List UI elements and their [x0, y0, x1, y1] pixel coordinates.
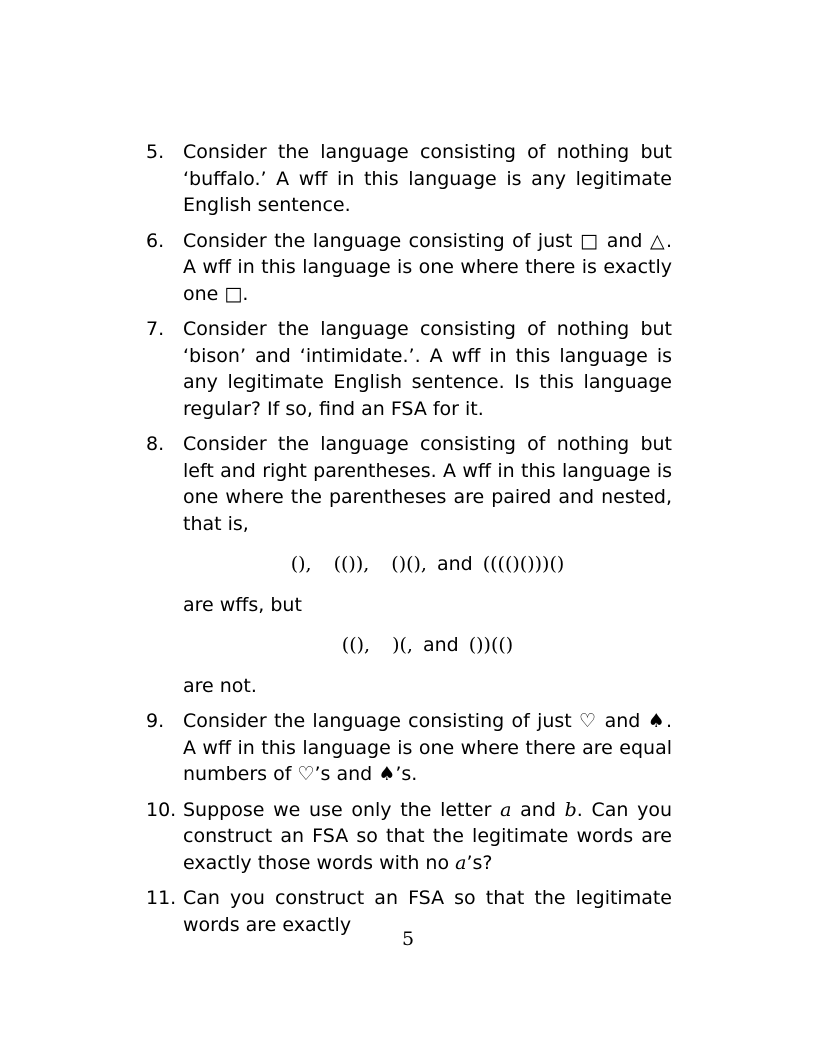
problem-text-segment: and [511, 798, 565, 821]
problem-number: 11. [146, 887, 177, 909]
problem-number: 5. [146, 141, 165, 163]
heart-icon: ♡ [297, 763, 315, 785]
wff-example: ()(), [391, 553, 427, 575]
problem-text: Can you construct an FSA so that the legitimate words are exactly [183, 887, 672, 936]
heart-icon: ♡ [579, 710, 598, 732]
problem-8 [146, 431, 672, 699]
problem-text-segment: ’s. [395, 763, 418, 785]
wff-example: (), [290, 553, 312, 575]
problem-9 [146, 708, 672, 788]
problem-6 [146, 228, 672, 308]
problem-text-segment: . A wff in this language is one where there is exactly one [183, 229, 672, 305]
problem-text-segment: ’s? [466, 851, 493, 874]
problem-number: 10. [146, 798, 177, 821]
problem-5 [146, 139, 672, 219]
problem-text-segment: ’s and [314, 763, 379, 785]
problem-text-segment: Consider the language consisting of just [183, 710, 580, 732]
and-label: and [436, 553, 473, 575]
spade-icon: ♠ [647, 710, 666, 732]
variable-b: b [564, 798, 577, 821]
problem-text: Consider the language consisting of nothing but left and right parentheses. A wff in this language is one where the parentheses are paired and nested, that is, [183, 433, 672, 535]
nonwff-examples [183, 632, 672, 659]
variable-a: a [500, 798, 512, 821]
triangle-icon: △ [649, 229, 666, 252]
problem-number: 6. [146, 229, 165, 252]
wffs-after-text: are wffs, but [183, 593, 302, 616]
problem-text: Consider the language consisting of nothing but ‘bison’ and ‘intimidate.’. A wff in this language is any legitimate English sentence. Is this language regular? If so, find an FSA for it. [183, 318, 672, 420]
and-label: and [422, 634, 459, 656]
wff-example: (()), [333, 553, 370, 575]
nonwff-example: )(, [392, 634, 413, 656]
nonwffs-after-text: are not. [183, 674, 257, 697]
problem-text-segment: . Can you construct an FSA so that the legitimate words are exactly those words with no [183, 798, 672, 874]
problem-text-segment: . A wff in this language is one where there are equal numbers of [183, 710, 672, 785]
problem-text: Consider the language consisting of nothing but ‘buffalo.’ A wff in this language is any legitimate English sentence. [183, 141, 672, 216]
problem-number: 7. [146, 318, 165, 340]
problem-text-segment: and [599, 229, 650, 252]
problem-10 [146, 797, 672, 877]
page-content [146, 139, 672, 947]
nonwff-example: ((), [341, 634, 371, 656]
wff-example: (((()()))() [482, 553, 565, 575]
problem-7 [146, 316, 672, 422]
page-number: 5 [401, 928, 415, 950]
problem-text-segment: Suppose we use only the letter [183, 798, 501, 821]
wff-examples [183, 551, 672, 578]
spade-icon: ♠ [378, 763, 396, 785]
problem-text-segment: . [242, 282, 249, 305]
problem-text-segment: Consider the language consisting of just [183, 229, 580, 252]
square-icon: □ [579, 229, 600, 252]
problem-number: 9. [146, 710, 165, 732]
problem-number: 8. [146, 433, 165, 455]
variable-a: a [455, 851, 467, 874]
nonwff-example: ())(() [468, 634, 514, 656]
square-icon: □ [224, 282, 243, 305]
problem-text-segment: and [597, 710, 648, 732]
